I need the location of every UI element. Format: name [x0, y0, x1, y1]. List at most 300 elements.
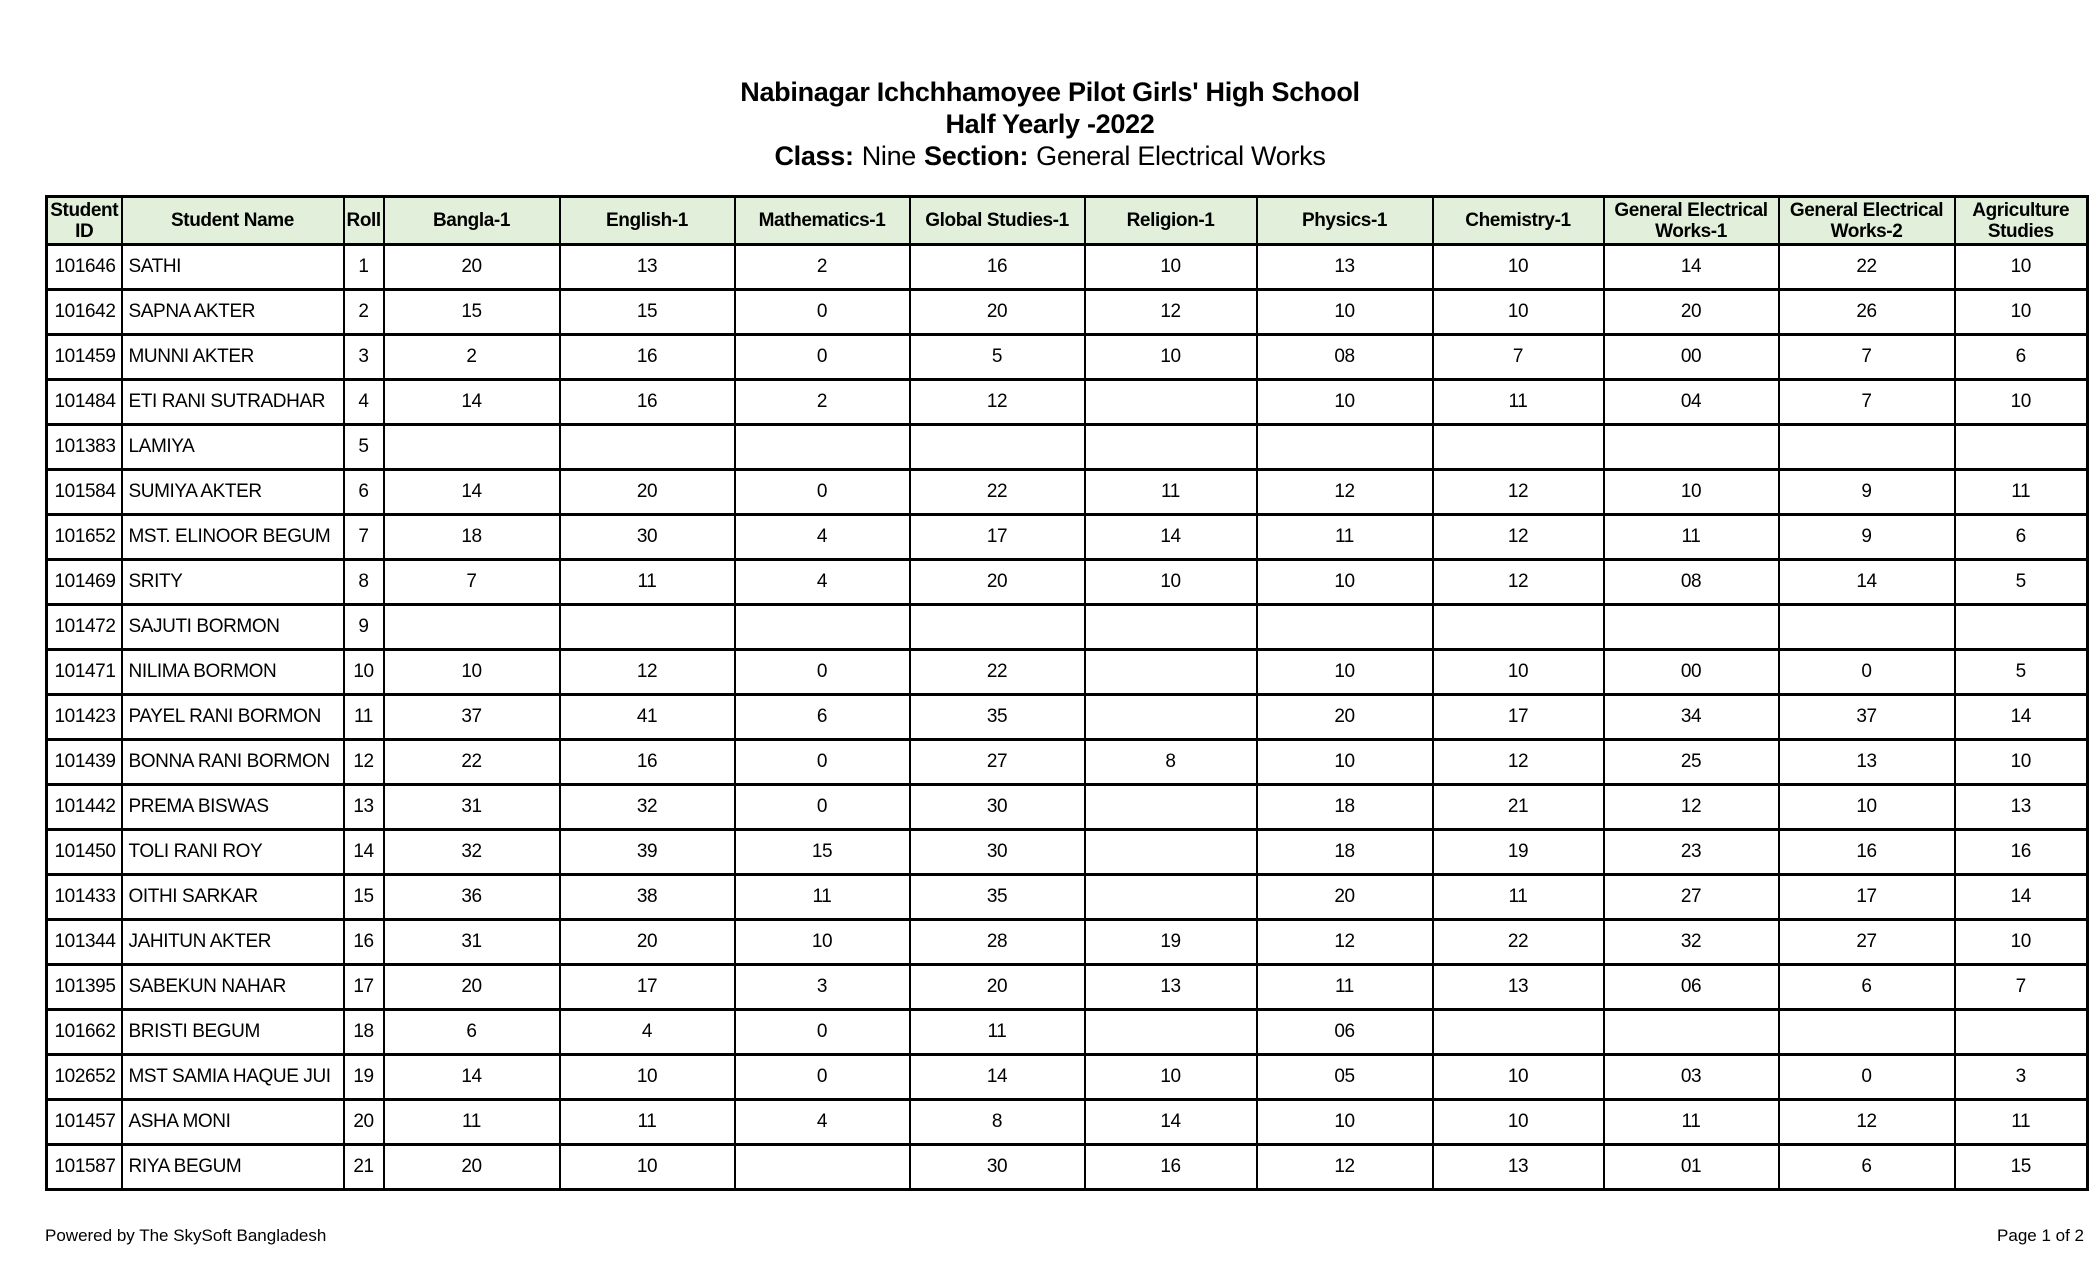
cell-roll: 1	[344, 245, 384, 290]
cell-religion-1: 11	[1085, 470, 1257, 515]
cell-roll: 19	[344, 1055, 384, 1100]
cell-bangla-1: 32	[384, 830, 560, 875]
cell-agriculture-studies: 5	[1955, 560, 2088, 605]
cell-student-id: 101587	[47, 1145, 122, 1190]
class-value: Nine	[861, 141, 917, 171]
cell-student-id: 101344	[47, 920, 122, 965]
table-row	[47, 245, 2088, 290]
cell-religion-1: 14	[1085, 1100, 1257, 1145]
table-row	[47, 290, 2088, 335]
cell-global-studies-1	[910, 605, 1085, 650]
cell-chemistry-1: 10	[1433, 1100, 1604, 1145]
cell-mathematics-1	[735, 1145, 910, 1190]
cell-agriculture-studies: 10	[1955, 920, 2088, 965]
cell-global-studies-1: 16	[910, 245, 1085, 290]
table-row	[47, 1145, 2088, 1190]
cell-global-studies-1: 17	[910, 515, 1085, 560]
cell-global-studies-1: 20	[910, 560, 1085, 605]
cell-agriculture-studies: 11	[1955, 470, 2088, 515]
cell-chemistry-1	[1433, 1010, 1604, 1055]
cell-roll: 18	[344, 1010, 384, 1055]
cell-bangla-1: 2	[384, 335, 560, 380]
cell-student-id: 101459	[47, 335, 122, 380]
cell-physics-1: 13	[1257, 245, 1433, 290]
cell-religion-1	[1085, 785, 1257, 830]
cell-mathematics-1: 4	[735, 560, 910, 605]
cell-student-id: 101423	[47, 695, 122, 740]
cell-mathematics-1: 2	[735, 380, 910, 425]
cell-religion-1	[1085, 875, 1257, 920]
cell-religion-1: 8	[1085, 740, 1257, 785]
header-row	[47, 197, 2088, 245]
cell-english-1: 10	[560, 1055, 735, 1100]
cell-mathematics-1: 10	[735, 920, 910, 965]
cell-physics-1: 10	[1257, 1100, 1433, 1145]
cell-roll: 20	[344, 1100, 384, 1145]
cell-student-id: 101433	[47, 875, 122, 920]
cell-mathematics-1: 3	[735, 965, 910, 1010]
cell-english-1: 32	[560, 785, 735, 830]
cell-mathematics-1: 6	[735, 695, 910, 740]
table-row	[47, 425, 2088, 470]
col-header-religion-1: Religion-1	[1085, 197, 1257, 245]
cell-agriculture-studies: 16	[1955, 830, 2088, 875]
cell-general-electrical-works-1: 04	[1604, 380, 1779, 425]
cell-physics-1: 10	[1257, 290, 1433, 335]
cell-english-1: 4	[560, 1010, 735, 1055]
cell-agriculture-studies: 6	[1955, 335, 2088, 380]
cell-roll: 17	[344, 965, 384, 1010]
cell-student-id: 101472	[47, 605, 122, 650]
cell-student-name: SUMIYA AKTER	[122, 470, 344, 515]
cell-general-electrical-works-1: 27	[1604, 875, 1779, 920]
cell-religion-1: 19	[1085, 920, 1257, 965]
cell-english-1: 20	[560, 470, 735, 515]
cell-student-id: 101442	[47, 785, 122, 830]
cell-global-studies-1: 12	[910, 380, 1085, 425]
cell-global-studies-1: 22	[910, 650, 1085, 695]
cell-agriculture-studies: 11	[1955, 1100, 2088, 1145]
cell-religion-1	[1085, 425, 1257, 470]
cell-student-name: LAMIYA	[122, 425, 344, 470]
cell-student-name: MST. ELINOOR BEGUM	[122, 515, 344, 560]
cell-religion-1	[1085, 830, 1257, 875]
cell-physics-1: 12	[1257, 470, 1433, 515]
cell-general-electrical-works-2: 6	[1779, 965, 1955, 1010]
cell-chemistry-1: 11	[1433, 875, 1604, 920]
table-row	[47, 1055, 2088, 1100]
cell-english-1: 16	[560, 740, 735, 785]
cell-global-studies-1: 11	[910, 1010, 1085, 1055]
cell-religion-1	[1085, 650, 1257, 695]
powered-by-text: Powered by The SkySoft Bangladesh	[45, 1226, 327, 1245]
cell-student-name: SRITY	[122, 560, 344, 605]
cell-bangla-1	[384, 425, 560, 470]
cell-global-studies-1: 22	[910, 470, 1085, 515]
cell-physics-1: 06	[1257, 1010, 1433, 1055]
col-header-mathematics-1: Mathematics-1	[735, 197, 910, 245]
cell-english-1	[560, 425, 735, 470]
school-name: Nabinagar Ichchhamoyee Pilot Girls' High School	[740, 77, 1360, 107]
cell-mathematics-1: 0	[735, 785, 910, 830]
cell-student-id: 102652	[47, 1055, 122, 1100]
cell-general-electrical-works-1: 11	[1604, 1100, 1779, 1145]
cell-agriculture-studies: 10	[1955, 245, 2088, 290]
cell-student-name: ETI RANI SUTRADHAR	[122, 380, 344, 425]
cell-chemistry-1: 10	[1433, 1055, 1604, 1100]
cell-general-electrical-works-2: 0	[1779, 650, 1955, 695]
cell-general-electrical-works-2	[1779, 605, 1955, 650]
col-header-student-name: Student Name	[122, 197, 344, 245]
cell-physics-1	[1257, 425, 1433, 470]
cell-english-1: 38	[560, 875, 735, 920]
cell-mathematics-1: 0	[735, 335, 910, 380]
marks-table	[45, 195, 2089, 1191]
cell-general-electrical-works-1: 34	[1604, 695, 1779, 740]
cell-mathematics-1: 0	[735, 650, 910, 695]
report-header	[0, 76, 2100, 172]
cell-bangla-1: 36	[384, 875, 560, 920]
col-header-global-studies-1: Global Studies-1	[910, 197, 1085, 245]
exam-name: Half Yearly -2022	[945, 109, 1155, 139]
cell-chemistry-1: 12	[1433, 470, 1604, 515]
cell-mathematics-1	[735, 425, 910, 470]
cell-general-electrical-works-2: 16	[1779, 830, 1955, 875]
cell-bangla-1: 37	[384, 695, 560, 740]
cell-religion-1: 10	[1085, 1055, 1257, 1100]
cell-student-name: TOLI RANI ROY	[122, 830, 344, 875]
cell-roll: 16	[344, 920, 384, 965]
cell-chemistry-1: 19	[1433, 830, 1604, 875]
cell-physics-1: 12	[1257, 920, 1433, 965]
cell-bangla-1: 14	[384, 1055, 560, 1100]
cell-roll: 21	[344, 1145, 384, 1190]
cell-student-id: 101584	[47, 470, 122, 515]
table-row	[47, 470, 2088, 515]
cell-student-name: ASHA MONI	[122, 1100, 344, 1145]
cell-general-electrical-works-2	[1779, 425, 1955, 470]
cell-mathematics-1	[735, 605, 910, 650]
table-row	[47, 605, 2088, 650]
cell-general-electrical-works-1: 00	[1604, 335, 1779, 380]
cell-agriculture-studies	[1955, 425, 2088, 470]
cell-agriculture-studies: 14	[1955, 875, 2088, 920]
cell-english-1: 13	[560, 245, 735, 290]
cell-student-id: 101395	[47, 965, 122, 1010]
cell-student-id: 101450	[47, 830, 122, 875]
cell-student-id: 101469	[47, 560, 122, 605]
cell-english-1: 10	[560, 1145, 735, 1190]
cell-physics-1: 20	[1257, 875, 1433, 920]
col-header-physics-1: Physics-1	[1257, 197, 1433, 245]
cell-general-electrical-works-1: 01	[1604, 1145, 1779, 1190]
cell-mathematics-1: 0	[735, 470, 910, 515]
cell-bangla-1: 31	[384, 920, 560, 965]
cell-student-name: SATHI	[122, 245, 344, 290]
table-row	[47, 875, 2088, 920]
col-header-agriculture-studies: Agriculture Studies	[1955, 197, 2088, 245]
cell-english-1: 11	[560, 1100, 735, 1145]
cell-global-studies-1	[910, 425, 1085, 470]
cell-chemistry-1: 12	[1433, 560, 1604, 605]
cell-physics-1: 18	[1257, 785, 1433, 830]
table-row	[47, 380, 2088, 425]
cell-general-electrical-works-2: 26	[1779, 290, 1955, 335]
cell-religion-1: 10	[1085, 245, 1257, 290]
cell-mathematics-1: 0	[735, 1055, 910, 1100]
cell-english-1: 16	[560, 335, 735, 380]
cell-bangla-1: 14	[384, 470, 560, 515]
cell-global-studies-1: 35	[910, 875, 1085, 920]
cell-global-studies-1: 35	[910, 695, 1085, 740]
cell-general-electrical-works-1	[1604, 1010, 1779, 1055]
cell-mathematics-1: 11	[735, 875, 910, 920]
cell-roll: 2	[344, 290, 384, 335]
col-header-student-id: Student ID	[47, 197, 122, 245]
cell-mathematics-1: 0	[735, 740, 910, 785]
cell-mathematics-1: 2	[735, 245, 910, 290]
cell-student-name: SAJUTI BORMON	[122, 605, 344, 650]
cell-agriculture-studies: 15	[1955, 1145, 2088, 1190]
table-row	[47, 1100, 2088, 1145]
cell-religion-1: 16	[1085, 1145, 1257, 1190]
cell-general-electrical-works-2: 27	[1779, 920, 1955, 965]
cell-student-name: PAYEL RANI BORMON	[122, 695, 344, 740]
cell-religion-1: 14	[1085, 515, 1257, 560]
col-header-english-1: English-1	[560, 197, 735, 245]
cell-bangla-1: 11	[384, 1100, 560, 1145]
table-row	[47, 515, 2088, 560]
cell-roll: 8	[344, 560, 384, 605]
cell-general-electrical-works-2: 6	[1779, 1145, 1955, 1190]
col-header-general-electrical-works-1: General Electrical Works-1	[1604, 197, 1779, 245]
col-header-chemistry-1: Chemistry-1	[1433, 197, 1604, 245]
cell-physics-1: 20	[1257, 695, 1433, 740]
cell-roll: 9	[344, 605, 384, 650]
cell-english-1: 11	[560, 560, 735, 605]
cell-chemistry-1: 11	[1433, 380, 1604, 425]
cell-agriculture-studies	[1955, 605, 2088, 650]
cell-agriculture-studies: 10	[1955, 290, 2088, 335]
cell-agriculture-studies: 13	[1955, 785, 2088, 830]
cell-english-1: 39	[560, 830, 735, 875]
cell-chemistry-1: 17	[1433, 695, 1604, 740]
cell-physics-1: 05	[1257, 1055, 1433, 1100]
cell-mathematics-1: 15	[735, 830, 910, 875]
cell-physics-1: 18	[1257, 830, 1433, 875]
cell-student-id: 101457	[47, 1100, 122, 1145]
section-label: Section:	[924, 141, 1029, 171]
cell-student-name: SABEKUN NAHAR	[122, 965, 344, 1010]
cell-student-name: NILIMA BORMON	[122, 650, 344, 695]
cell-physics-1: 10	[1257, 650, 1433, 695]
cell-chemistry-1: 22	[1433, 920, 1604, 965]
cell-agriculture-studies: 10	[1955, 740, 2088, 785]
cell-bangla-1: 18	[384, 515, 560, 560]
cell-physics-1: 10	[1257, 560, 1433, 605]
cell-global-studies-1: 28	[910, 920, 1085, 965]
col-header-bangla-1: Bangla-1	[384, 197, 560, 245]
cell-english-1	[560, 605, 735, 650]
table-row	[47, 335, 2088, 380]
cell-roll: 13	[344, 785, 384, 830]
table-row	[47, 695, 2088, 740]
cell-global-studies-1: 8	[910, 1100, 1085, 1145]
class-section-line	[0, 140, 2100, 172]
cell-general-electrical-works-2: 9	[1779, 515, 1955, 560]
cell-agriculture-studies: 6	[1955, 515, 2088, 560]
cell-bangla-1: 15	[384, 290, 560, 335]
cell-english-1: 12	[560, 650, 735, 695]
cell-chemistry-1	[1433, 605, 1604, 650]
cell-agriculture-studies: 10	[1955, 380, 2088, 425]
cell-bangla-1: 6	[384, 1010, 560, 1055]
cell-english-1: 17	[560, 965, 735, 1010]
cell-religion-1	[1085, 605, 1257, 650]
cell-general-electrical-works-1: 03	[1604, 1055, 1779, 1100]
cell-general-electrical-works-2: 12	[1779, 1100, 1955, 1145]
cell-general-electrical-works-1: 12	[1604, 785, 1779, 830]
cell-general-electrical-works-2: 17	[1779, 875, 1955, 920]
cell-roll: 15	[344, 875, 384, 920]
cell-general-electrical-works-2: 0	[1779, 1055, 1955, 1100]
cell-agriculture-studies: 7	[1955, 965, 2088, 1010]
cell-roll: 7	[344, 515, 384, 560]
cell-roll: 14	[344, 830, 384, 875]
cell-physics-1: 12	[1257, 1145, 1433, 1190]
table-row	[47, 650, 2088, 695]
cell-religion-1	[1085, 380, 1257, 425]
cell-bangla-1: 22	[384, 740, 560, 785]
cell-general-electrical-works-1: 20	[1604, 290, 1779, 335]
cell-student-id: 101662	[47, 1010, 122, 1055]
cell-bangla-1: 20	[384, 1145, 560, 1190]
cell-bangla-1: 10	[384, 650, 560, 695]
cell-physics-1: 10	[1257, 380, 1433, 425]
cell-general-electrical-works-1	[1604, 425, 1779, 470]
cell-mathematics-1: 0	[735, 1010, 910, 1055]
cell-bangla-1: 31	[384, 785, 560, 830]
cell-global-studies-1: 27	[910, 740, 1085, 785]
cell-physics-1: 08	[1257, 335, 1433, 380]
cell-general-electrical-works-2	[1779, 1010, 1955, 1055]
cell-student-id: 101484	[47, 380, 122, 425]
cell-religion-1: 10	[1085, 335, 1257, 380]
cell-english-1: 30	[560, 515, 735, 560]
page-number: Page 1 of 2	[1997, 1226, 2084, 1245]
cell-mathematics-1: 0	[735, 290, 910, 335]
cell-english-1: 20	[560, 920, 735, 965]
cell-general-electrical-works-2: 7	[1779, 335, 1955, 380]
table-body	[47, 245, 2088, 1190]
cell-religion-1	[1085, 1010, 1257, 1055]
cell-religion-1	[1085, 695, 1257, 740]
cell-global-studies-1: 20	[910, 965, 1085, 1010]
cell-global-studies-1: 20	[910, 290, 1085, 335]
class-label: Class:	[774, 141, 854, 171]
cell-chemistry-1: 13	[1433, 1145, 1604, 1190]
cell-student-name: JAHITUN AKTER	[122, 920, 344, 965]
cell-general-electrical-works-1: 06	[1604, 965, 1779, 1010]
cell-roll: 10	[344, 650, 384, 695]
cell-physics-1: 11	[1257, 515, 1433, 560]
cell-global-studies-1: 14	[910, 1055, 1085, 1100]
cell-global-studies-1: 30	[910, 1145, 1085, 1190]
cell-chemistry-1: 13	[1433, 965, 1604, 1010]
cell-religion-1: 12	[1085, 290, 1257, 335]
cell-general-electrical-works-2: 37	[1779, 695, 1955, 740]
cell-english-1: 16	[560, 380, 735, 425]
cell-general-electrical-works-1: 10	[1604, 470, 1779, 515]
col-header-roll: Roll	[344, 197, 384, 245]
table-row	[47, 920, 2088, 965]
table-row	[47, 965, 2088, 1010]
cell-student-name: OITHI SARKAR	[122, 875, 344, 920]
cell-english-1: 15	[560, 290, 735, 335]
cell-chemistry-1: 10	[1433, 290, 1604, 335]
cell-student-id: 101646	[47, 245, 122, 290]
cell-general-electrical-works-2: 22	[1779, 245, 1955, 290]
cell-bangla-1: 14	[384, 380, 560, 425]
cell-global-studies-1: 5	[910, 335, 1085, 380]
cell-general-electrical-works-2: 10	[1779, 785, 1955, 830]
cell-general-electrical-works-2: 7	[1779, 380, 1955, 425]
cell-roll: 5	[344, 425, 384, 470]
cell-bangla-1: 20	[384, 965, 560, 1010]
cell-chemistry-1: 7	[1433, 335, 1604, 380]
cell-physics-1: 10	[1257, 740, 1433, 785]
cell-general-electrical-works-1: 11	[1604, 515, 1779, 560]
cell-agriculture-studies: 14	[1955, 695, 2088, 740]
cell-general-electrical-works-1: 32	[1604, 920, 1779, 965]
cell-agriculture-studies: 5	[1955, 650, 2088, 695]
table-row	[47, 785, 2088, 830]
cell-student-id: 101383	[47, 425, 122, 470]
table-row	[47, 830, 2088, 875]
section-value: General Electrical Works	[1036, 141, 1326, 171]
cell-student-name: BONNA RANI BORMON	[122, 740, 344, 785]
table-row	[47, 740, 2088, 785]
cell-student-name: MST SAMIA HAQUE JUI	[122, 1055, 344, 1100]
cell-physics-1	[1257, 605, 1433, 650]
cell-religion-1: 13	[1085, 965, 1257, 1010]
cell-student-name: PREMA BISWAS	[122, 785, 344, 830]
cell-general-electrical-works-1: 00	[1604, 650, 1779, 695]
col-header-general-electrical-works-2: General Electrical Works-2	[1779, 197, 1955, 245]
cell-roll: 11	[344, 695, 384, 740]
cell-student-id: 101439	[47, 740, 122, 785]
cell-bangla-1: 7	[384, 560, 560, 605]
cell-roll: 6	[344, 470, 384, 515]
cell-roll: 3	[344, 335, 384, 380]
cell-global-studies-1: 30	[910, 830, 1085, 875]
cell-student-name: BRISTI BEGUM	[122, 1010, 344, 1055]
table-row	[47, 560, 2088, 605]
cell-student-name: RIYA BEGUM	[122, 1145, 344, 1190]
cell-general-electrical-works-2: 14	[1779, 560, 1955, 605]
cell-student-id: 101471	[47, 650, 122, 695]
cell-general-electrical-works-1	[1604, 605, 1779, 650]
cell-religion-1: 10	[1085, 560, 1257, 605]
table-row	[47, 1010, 2088, 1055]
cell-chemistry-1: 12	[1433, 740, 1604, 785]
cell-chemistry-1: 10	[1433, 245, 1604, 290]
cell-general-electrical-works-1: 14	[1604, 245, 1779, 290]
cell-mathematics-1: 4	[735, 1100, 910, 1145]
cell-chemistry-1: 10	[1433, 650, 1604, 695]
cell-mathematics-1: 4	[735, 515, 910, 560]
cell-general-electrical-works-1: 25	[1604, 740, 1779, 785]
